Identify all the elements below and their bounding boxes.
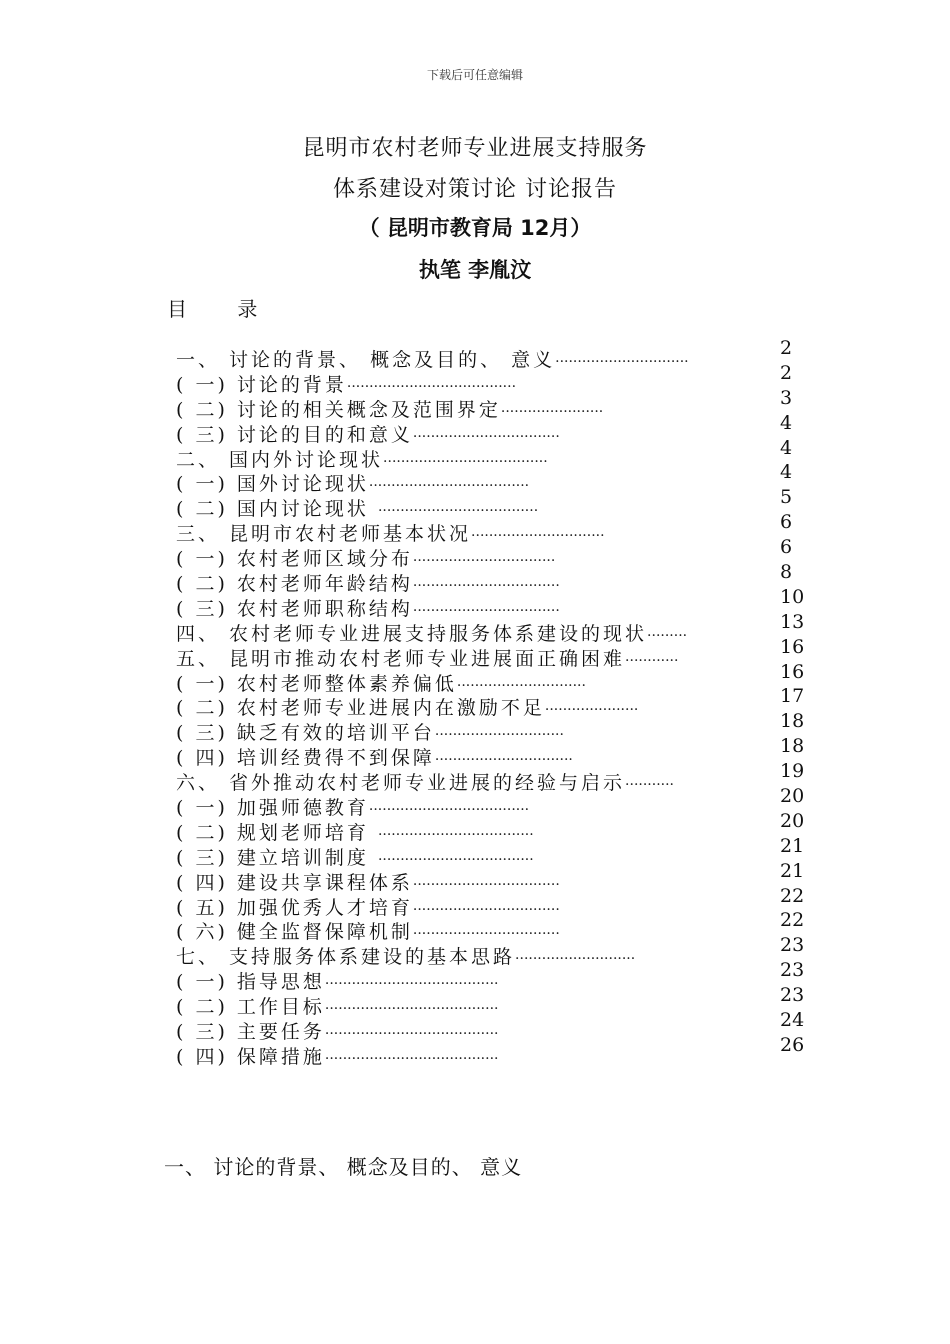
toc-entry-label: ( 五) 加强优秀人才培育 — [176, 896, 413, 919]
toc-page-number: 18 — [780, 710, 805, 733]
toc-entry[interactable] — [176, 896, 766, 921]
toc-entry-label: ( 一) 加强师德教育 — [176, 797, 369, 820]
toc-page-number: 8 — [780, 561, 793, 584]
toc-page-number: 2 — [780, 361, 793, 384]
toc-heading: 目 录 — [167, 297, 280, 321]
toc-leader-dots: ······································ — [346, 378, 517, 395]
toc-page-number: 24 — [780, 1009, 805, 1032]
document-subtitle-issuer: （ 昆明市教育局 12月） — [358, 216, 592, 240]
toc-leader-dots: ······························· — [434, 752, 573, 769]
toc-leader-dots: ··································· — [377, 826, 534, 843]
toc-page-number: 2 — [780, 337, 793, 359]
document-title-line-1: 昆明市农村老师专业进展支持服务 — [302, 136, 648, 161]
header-note: 下载后可任意编辑 — [426, 68, 523, 82]
toc-entry[interactable] — [176, 672, 766, 697]
toc-leader-dots: ············ — [625, 652, 679, 669]
toc-entry[interactable] — [176, 1020, 766, 1045]
toc-entry[interactable] — [176, 348, 766, 373]
toc-leader-dots: ····························· — [434, 727, 564, 744]
toc-entry[interactable] — [176, 920, 766, 945]
toc-entry[interactable] — [176, 721, 766, 746]
toc-entry-label: ( 三) 讨论的目的和意义 — [176, 423, 413, 446]
toc-page-number: 16 — [780, 635, 805, 658]
toc-leader-dots: ································· — [412, 578, 560, 595]
toc-page-number: 4 — [780, 411, 793, 434]
toc-entry[interactable] — [176, 771, 766, 796]
toc-entry-label: ( 三) 农村老师职称结构 — [176, 597, 413, 620]
toc-entry-label: ( 二) 规划老师培育 — [176, 821, 378, 844]
toc-entry-label: ( 一) 国外讨论现状 — [176, 473, 369, 496]
toc-entry[interactable] — [176, 522, 766, 547]
toc-entry-label: ( 四) 建设共享课程体系 — [176, 871, 413, 894]
toc-entry-label: ( 一) 指导思想 — [176, 971, 325, 994]
toc-leader-dots: ······································· — [324, 1001, 499, 1018]
toc-leader-dots: ································· — [412, 602, 560, 619]
toc-leader-dots: ··································· — [377, 851, 534, 868]
toc-page-numbers — [780, 336, 820, 1058]
toc-leader-dots: ········· — [647, 627, 688, 644]
toc-page-number: 5 — [780, 486, 793, 509]
table-of-contents — [176, 348, 766, 1070]
toc-entry[interactable] — [176, 398, 766, 423]
toc-entry[interactable] — [176, 846, 766, 871]
toc-entry[interactable] — [176, 796, 766, 821]
toc-page-number: 10 — [780, 585, 805, 608]
toc-entry-label: ( 二) 国内讨论现状 — [176, 498, 378, 521]
toc-page-number: 23 — [780, 959, 805, 982]
toc-entry[interactable] — [176, 472, 766, 497]
toc-page-number: 21 — [780, 859, 805, 882]
toc-page-number: 6 — [780, 536, 793, 559]
toc-page-number: 22 — [780, 909, 805, 932]
toc-page-number: 21 — [780, 834, 805, 857]
toc-page-number: 17 — [780, 685, 805, 708]
toc-entry-label: ( 四) 培训经费得不到保障 — [176, 747, 435, 770]
toc-leader-dots: ······································· — [324, 1050, 499, 1067]
toc-entry[interactable] — [176, 622, 766, 647]
toc-entry-label: ( 二) 农村老师专业进展内在激励不足 — [176, 697, 545, 720]
toc-leader-dots: ······························ — [555, 354, 689, 370]
toc-page-number: 4 — [780, 461, 793, 484]
toc-leader-dots: ··········· — [625, 777, 674, 794]
toc-entry[interactable] — [176, 497, 766, 522]
toc-page-number: 20 — [780, 809, 805, 832]
toc-page-number: 16 — [780, 660, 805, 683]
toc-entry-label: 四、 农村老师专业进展支持服务体系建设的现状 — [176, 622, 648, 645]
toc-leader-dots: ································· — [412, 876, 560, 893]
toc-entry-label: 六、 省外推动农村老师专业进展的经验与启示 — [176, 772, 626, 795]
toc-leader-dots: ··························· — [515, 951, 636, 968]
toc-entry[interactable] — [176, 871, 766, 896]
toc-page-number: 3 — [780, 386, 793, 409]
toc-page-number: 26 — [780, 1033, 805, 1056]
toc-entry-label: ( 一) 讨论的背景 — [176, 373, 347, 396]
toc-entry-label: ( 二) 农村老师年龄结构 — [176, 573, 413, 596]
toc-entry-label: ( 一) 农村老师整体素养偏低 — [176, 672, 457, 695]
toc-page-number: 23 — [780, 984, 805, 1007]
toc-leader-dots: ····················· — [544, 702, 639, 719]
section-heading: 一、 讨论的背景、 概念及目的、 意义 — [164, 1155, 523, 1179]
toc-leader-dots: ···································· — [368, 802, 530, 819]
toc-entry[interactable] — [176, 373, 766, 398]
toc-leader-dots: ································· — [412, 926, 560, 943]
toc-entry[interactable] — [176, 647, 766, 672]
toc-entry[interactable] — [176, 423, 766, 448]
toc-entry[interactable] — [176, 547, 766, 572]
toc-entry[interactable] — [176, 696, 766, 721]
toc-entry-label: 五、 昆明市推动农村老师专业进展面正确困难 — [176, 647, 626, 670]
toc-entry-label: 二、 国内外讨论现状 — [176, 448, 384, 471]
toc-entry[interactable] — [176, 995, 766, 1020]
toc-entry-label: 一、 讨论的背景、 概念及目的、 意义 — [176, 349, 556, 371]
toc-leader-dots: ····························· — [456, 677, 586, 694]
toc-entry-label: ( 一) 农村老师区域分布 — [176, 548, 413, 571]
toc-leader-dots: ······································· — [324, 976, 499, 993]
toc-page-number: 22 — [780, 884, 805, 907]
toc-entry[interactable] — [176, 1045, 766, 1070]
toc-entry-label: ( 三) 建立培训制度 — [176, 846, 378, 869]
toc-page-number: 19 — [780, 760, 805, 783]
toc-page-number: 6 — [780, 511, 793, 534]
toc-entry[interactable] — [176, 746, 766, 771]
toc-entry[interactable] — [176, 597, 766, 622]
toc-entry-label: ( 二) 讨论的相关概念及范围界定 — [176, 398, 501, 421]
toc-entry[interactable] — [176, 970, 766, 995]
toc-entry-label: ( 六) 健全监督保障机制 — [176, 921, 413, 944]
document-title-line-2: 体系建设对策讨论 讨论报告 — [333, 177, 617, 202]
toc-leader-dots: ································· — [412, 901, 560, 918]
toc-entry[interactable] — [176, 448, 766, 473]
document-subtitle-author: 执笔 李胤汶 — [418, 258, 532, 282]
toc-entry-label: ( 二) 工作目标 — [176, 996, 325, 1019]
toc-page-number: 23 — [780, 934, 805, 957]
toc-entry[interactable] — [176, 572, 766, 597]
toc-leader-dots: ······························ — [471, 528, 605, 545]
toc-page-number: 20 — [780, 785, 805, 808]
toc-entry[interactable] — [176, 945, 766, 970]
toc-page-number: 4 — [780, 436, 793, 459]
toc-leader-dots: ····································· — [383, 453, 548, 470]
toc-page-number: 13 — [780, 610, 805, 633]
toc-entry-label: 三、 昆明市农村老师基本状况 — [176, 523, 472, 546]
toc-entry-label: ( 三) 主要任务 — [176, 1021, 325, 1044]
toc-entry-label: ( 四) 保障措施 — [176, 1045, 325, 1068]
toc-leader-dots: ···································· — [377, 503, 539, 520]
toc-leader-dots: ···································· — [368, 478, 530, 495]
toc-entry-label: ( 三) 缺乏有效的培训平台 — [176, 722, 435, 745]
toc-leader-dots: ································ — [412, 553, 556, 570]
toc-leader-dots: ······················· — [500, 403, 604, 420]
toc-entry[interactable] — [176, 821, 766, 846]
toc-entry-label: 七、 支持服务体系建设的基本思路 — [176, 946, 516, 969]
toc-leader-dots: ································· — [412, 428, 560, 445]
toc-leader-dots: ······································· — [324, 1026, 499, 1043]
toc-page-number: 18 — [780, 735, 805, 758]
